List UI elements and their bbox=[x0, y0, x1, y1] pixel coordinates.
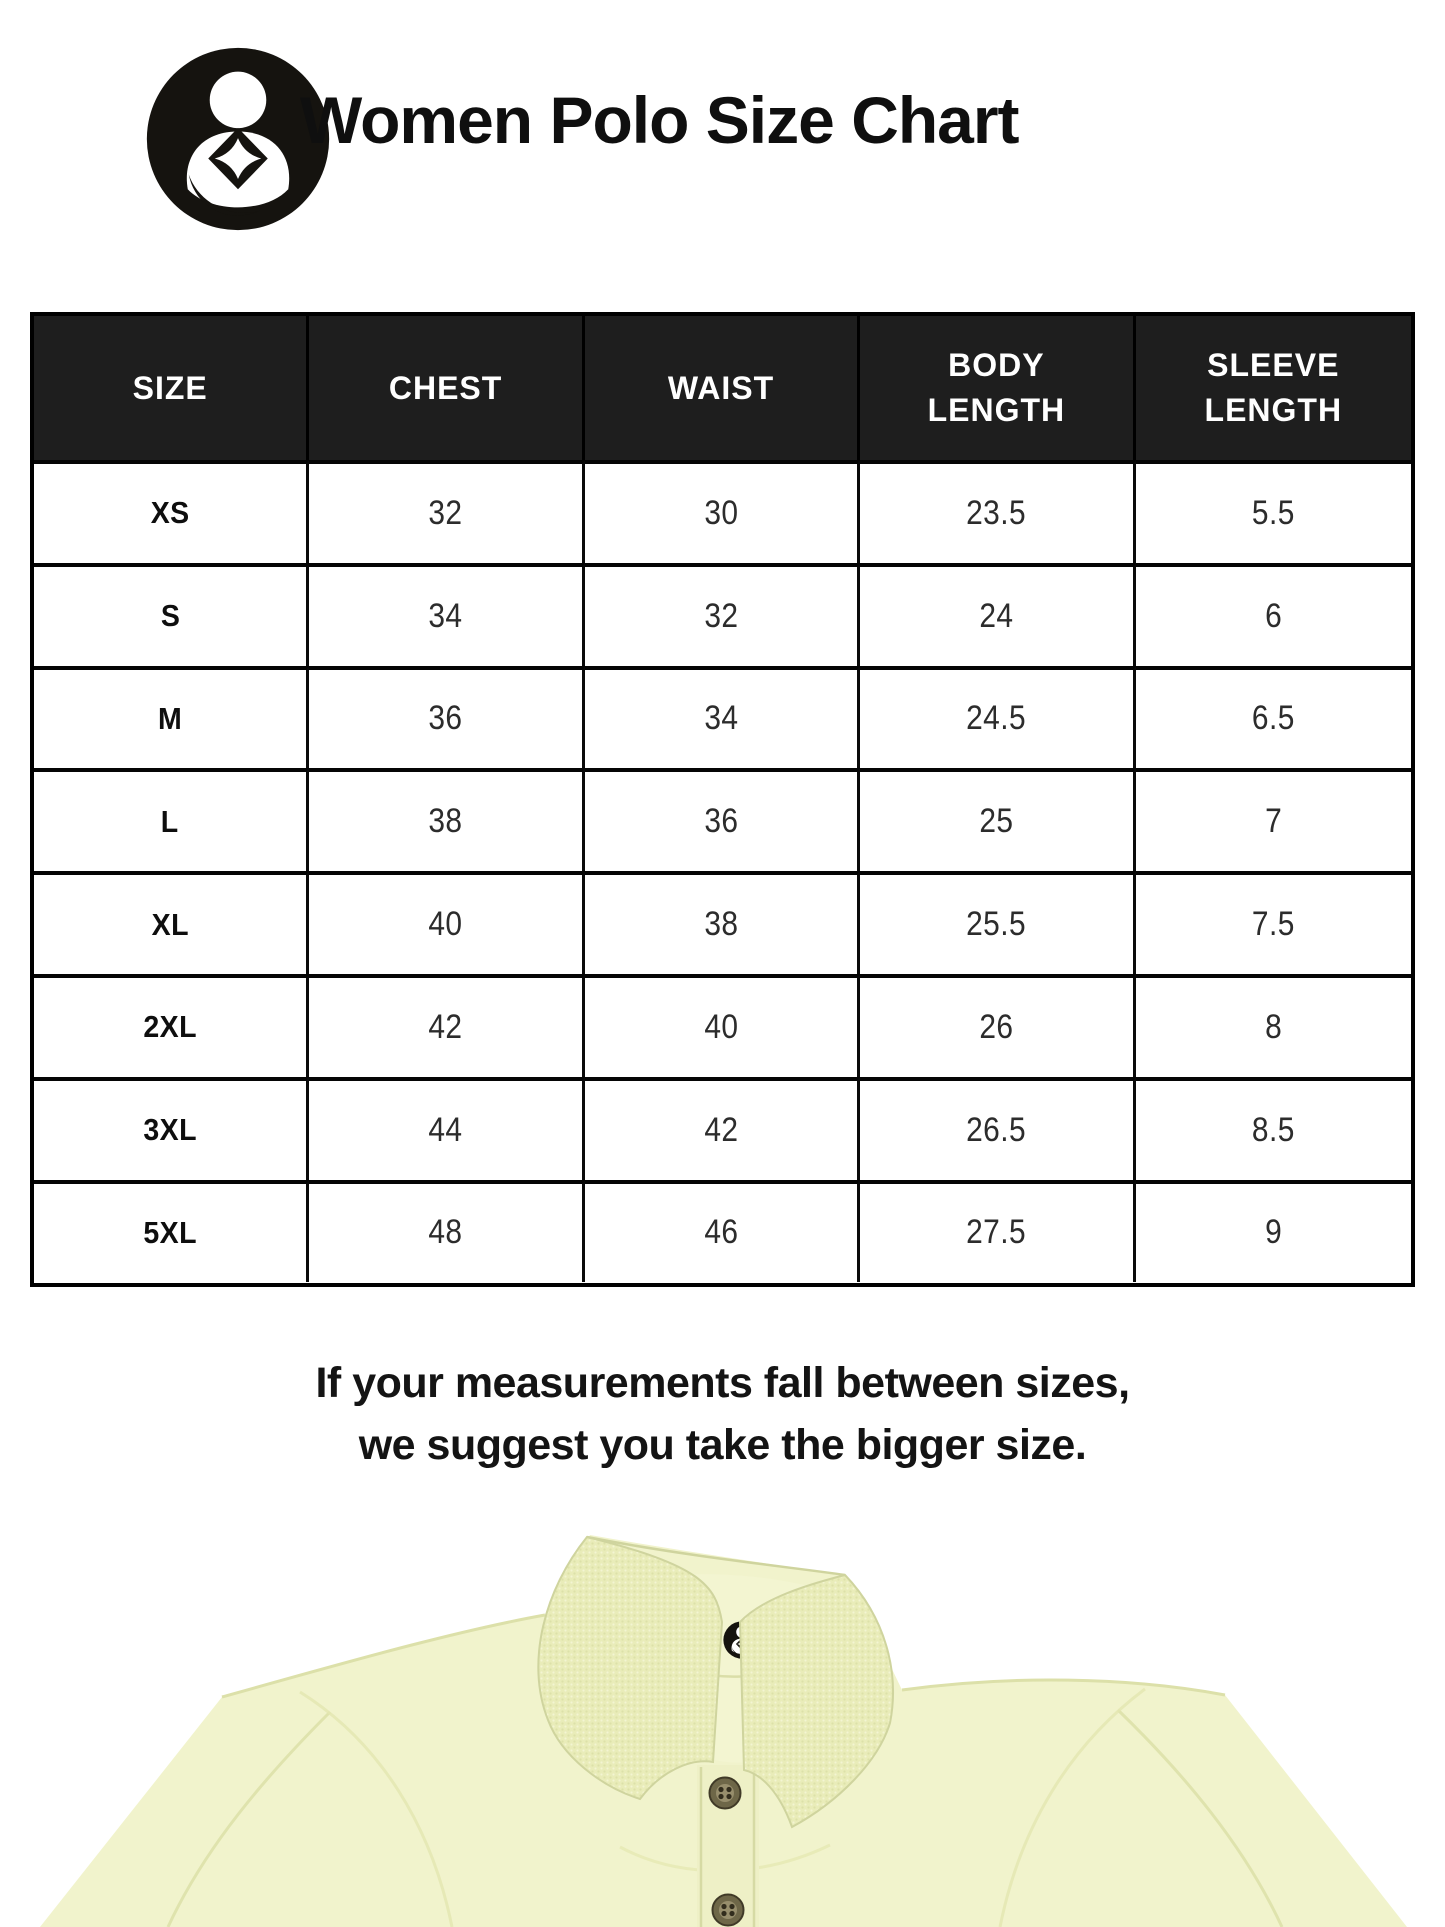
cell-value: 48 bbox=[428, 1213, 463, 1252]
table-cell bbox=[1136, 460, 1411, 563]
cell-value: 42 bbox=[703, 1110, 739, 1149]
table-cell bbox=[1136, 1077, 1411, 1180]
cell-value: 32 bbox=[428, 493, 463, 532]
cell-value: 26 bbox=[979, 1007, 1014, 1046]
size-chart-table bbox=[30, 312, 1415, 1287]
cell-value: 26.5 bbox=[966, 1110, 1027, 1149]
cell-value: 38 bbox=[428, 802, 463, 841]
cell-value: 2XL bbox=[143, 1009, 198, 1045]
table-cell bbox=[585, 974, 860, 1077]
table-cell bbox=[309, 871, 584, 974]
cell-value: 38 bbox=[703, 905, 739, 944]
cell-value: 8 bbox=[1264, 1007, 1282, 1046]
table-cell bbox=[585, 460, 860, 563]
table-cell bbox=[860, 768, 1135, 871]
cell-value: 3XL bbox=[143, 1112, 198, 1148]
table-cell bbox=[1136, 974, 1411, 1077]
table-cell bbox=[1136, 563, 1411, 666]
cell-value: 7.5 bbox=[1251, 905, 1295, 944]
cell-value: 30 bbox=[703, 493, 739, 532]
cell-value: S bbox=[160, 598, 180, 634]
shirt-button-icon bbox=[710, 1778, 741, 1809]
note-line-2: we suggest you take the bigger size. bbox=[358, 1421, 1087, 1469]
table-cell bbox=[34, 460, 309, 563]
cell-value: 36 bbox=[428, 699, 463, 738]
table-cell bbox=[309, 974, 584, 1077]
table-cell bbox=[860, 1180, 1135, 1283]
table-cell bbox=[34, 871, 309, 974]
cell-value: 5XL bbox=[143, 1214, 198, 1250]
table-cell bbox=[34, 768, 309, 871]
table-cell bbox=[309, 768, 584, 871]
table-cell bbox=[309, 1180, 584, 1283]
cell-value: XL bbox=[151, 906, 189, 942]
cell-value: 7 bbox=[1264, 802, 1282, 841]
table-cell bbox=[860, 974, 1135, 1077]
table-cell bbox=[309, 563, 584, 666]
cell-value: 40 bbox=[428, 905, 463, 944]
cell-value: 25 bbox=[979, 802, 1014, 841]
cell-value: 46 bbox=[703, 1213, 739, 1252]
between-sizes-note bbox=[0, 1352, 1445, 1476]
cell-value: 6.5 bbox=[1251, 699, 1295, 738]
table-cell bbox=[585, 871, 860, 974]
table-cell bbox=[860, 1077, 1135, 1180]
table-cell bbox=[860, 563, 1135, 666]
shirt-button-icon bbox=[713, 1895, 744, 1926]
cell-value: 40 bbox=[703, 1007, 739, 1046]
table-cell bbox=[1136, 768, 1411, 871]
cell-value: 32 bbox=[703, 596, 739, 635]
cell-value: 36 bbox=[703, 802, 739, 841]
table-cell bbox=[309, 666, 584, 769]
cell-value: 42 bbox=[428, 1007, 463, 1046]
cell-value: L bbox=[161, 803, 180, 839]
table-cell bbox=[34, 1180, 309, 1283]
cell-value: 5.5 bbox=[1251, 493, 1295, 532]
cell-value: 27.5 bbox=[966, 1213, 1027, 1252]
cell-value: 8.5 bbox=[1251, 1110, 1295, 1149]
page-title: Women Polo Size Chart bbox=[300, 83, 1019, 157]
table-cell bbox=[34, 1077, 309, 1180]
table-cell bbox=[585, 1180, 860, 1283]
cell-value: 24.5 bbox=[966, 699, 1027, 738]
table-cell bbox=[585, 768, 860, 871]
table-cell bbox=[585, 563, 860, 666]
column-header-chest: CHEST bbox=[309, 316, 584, 460]
table-cell bbox=[309, 1077, 584, 1180]
table-cell bbox=[1136, 1180, 1411, 1283]
cell-value: 44 bbox=[428, 1110, 463, 1149]
polo-shirt-image bbox=[0, 1527, 1445, 1927]
column-header-size: SIZE bbox=[34, 316, 309, 460]
cell-value: 9 bbox=[1264, 1213, 1282, 1252]
table-cell bbox=[34, 563, 309, 666]
table-cell bbox=[309, 460, 584, 563]
table-cell bbox=[1136, 871, 1411, 974]
table-cell bbox=[1136, 666, 1411, 769]
table-cell bbox=[585, 1077, 860, 1180]
table-cell bbox=[860, 460, 1135, 563]
cell-value: 25.5 bbox=[966, 905, 1027, 944]
cell-value: 23.5 bbox=[966, 493, 1027, 532]
column-header-waist: WAIST bbox=[585, 316, 860, 460]
cell-value: XS bbox=[150, 495, 190, 531]
table-cell bbox=[860, 666, 1135, 769]
cell-value: 24 bbox=[979, 596, 1014, 635]
column-header-sleeve-length: SLEEVE LENGTH bbox=[1136, 316, 1411, 460]
table-cell bbox=[34, 666, 309, 769]
note-line-1: If your measurements fall between sizes, bbox=[315, 1359, 1130, 1407]
column-header-body-length: BODY LENGTH bbox=[860, 316, 1135, 460]
table-cell bbox=[585, 666, 860, 769]
cell-value: 6 bbox=[1264, 596, 1282, 635]
cell-value: 34 bbox=[703, 699, 739, 738]
table-cell bbox=[34, 974, 309, 1077]
cell-value: 34 bbox=[428, 596, 463, 635]
cell-value: M bbox=[158, 700, 183, 736]
table-cell bbox=[860, 871, 1135, 974]
